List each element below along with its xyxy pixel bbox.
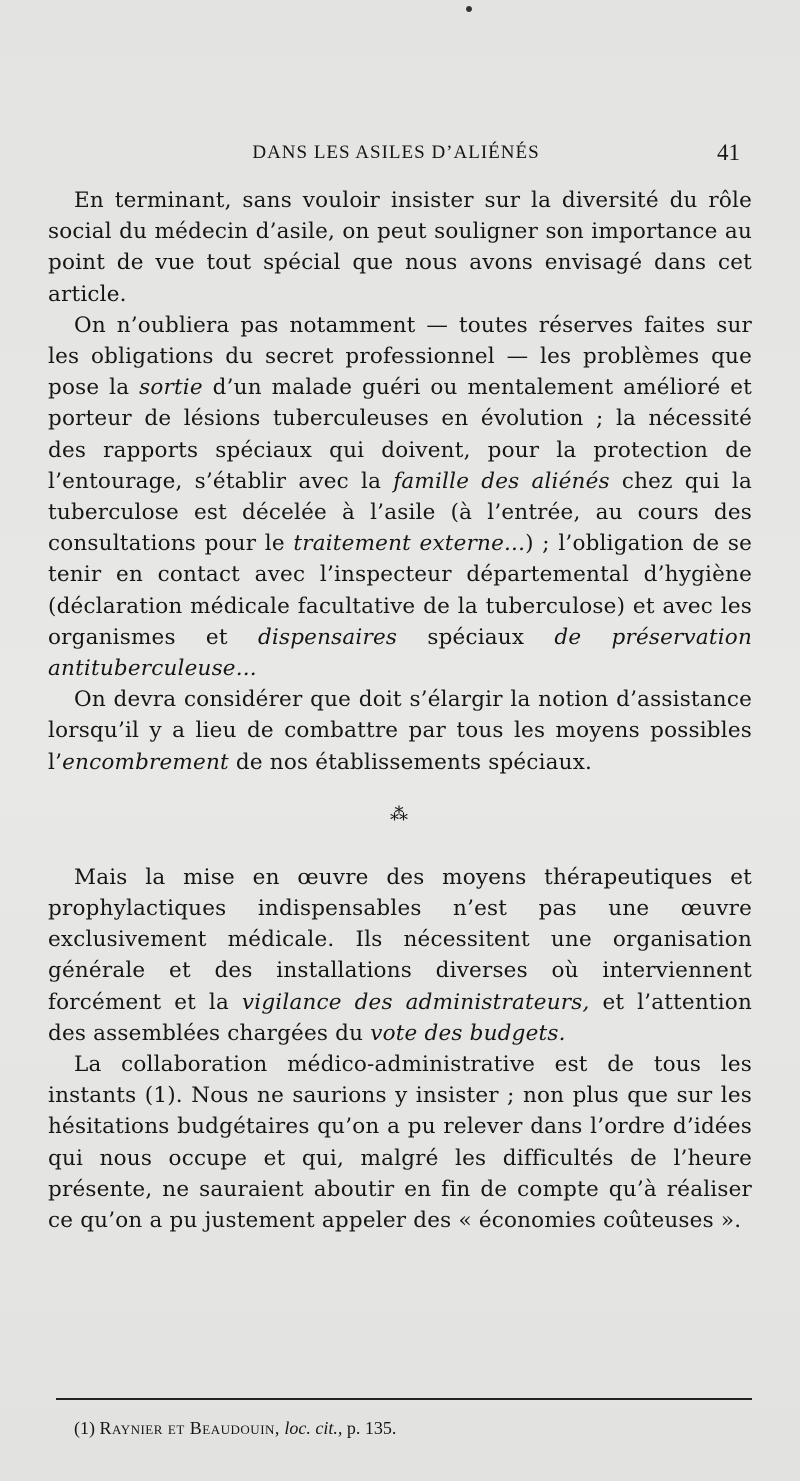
text-run: En terminant, sans vouloir insister sur la diversité du rôle social du médecin d’asile, on peut souligner son importance au point de vue tout spécial que nous avons envisagé dans cet article. bbox=[48, 188, 752, 307]
italic-text: encombrement bbox=[62, 749, 229, 775]
paragraph bbox=[48, 1049, 752, 1236]
asterism: ⁂ bbox=[390, 803, 410, 825]
italic-text: traitement externe... bbox=[293, 531, 526, 557]
paragraph bbox=[48, 684, 752, 778]
page-number: 41 bbox=[717, 140, 740, 165]
text-run: d’un malade guéri ou mentalement amélioré et porteur de lésions tuberculeuses en évolution ; la nécessité des rapports spéciaux qui doivent, pour la protection de l’entourage, s’établir avec la bbox=[48, 375, 752, 494]
footnote-page: p. 135. bbox=[346, 1418, 397, 1438]
paragraph bbox=[48, 185, 752, 310]
ink-speck bbox=[466, 6, 472, 12]
paragraph bbox=[48, 310, 752, 684]
italic-text: vigilance des administrateurs, bbox=[241, 989, 590, 1015]
text-run: ) ; l’obligation de se tenir en contact avec l’inspecteur départemental d’hygiène (déclaration médicale facultative de la tuberculose) et avec les organismes et bbox=[48, 531, 753, 650]
paragraphs-after bbox=[48, 862, 752, 1236]
text-run: de nos établissements spéciaux. bbox=[228, 749, 593, 775]
footnote bbox=[74, 1416, 754, 1440]
italic-text: dispensaires bbox=[257, 624, 398, 650]
running-head bbox=[48, 142, 744, 168]
text-run: Mais la mise en œuvre des moyens thérapeutiques et prophylactiques indispensables n’est pas une œuvre exclusivement médicale. Ils nécessitent une organisation générale et des installations diverses où interviennent forcément et la bbox=[48, 864, 752, 1015]
text-run: et l’attention des assemblées chargées du bbox=[48, 989, 752, 1046]
text-run: spéciaux bbox=[397, 624, 555, 650]
italic-text: de préservation antituberculeuse... bbox=[48, 624, 752, 682]
body-text bbox=[48, 185, 752, 1236]
italic-text: sortie bbox=[139, 375, 203, 401]
text-run: La collaboration médico-administrative est de tous les instants (1). Nous ne saurions y insister ; non plus que sur les hésitations budgétaires qu’on a pu relever dans l’ordre d’idées qui nous occupe et qui, malgré les difficultés de l’heure présente, ne sauraient aboutir en fin de compte qu’à réaliser ce qu’on a pu justement appeler des « économies coûteuses ». bbox=[48, 1052, 752, 1234]
footnote-authors: Raynier et Beaudouin, bbox=[99, 1418, 280, 1438]
text-run: chez qui la tuberculose est décelée à l’asile (à l’entrée, au cours des consultations pour le bbox=[48, 468, 752, 557]
running-title: DANS LES ASILES D’ALIÉNÉS bbox=[252, 142, 540, 163]
italic-text: famille des aliénés bbox=[393, 468, 610, 494]
paragraph bbox=[48, 862, 752, 1049]
text-run: On n’oubliera pas notamment — toutes réserves faites sur les obligations du secret professionnel — les problèmes que pose la bbox=[48, 312, 752, 401]
paragraphs-before bbox=[48, 185, 752, 778]
italic-text: vote des budgets. bbox=[370, 1020, 566, 1046]
footnote-reference: loc. cit., bbox=[284, 1418, 343, 1438]
footnote-rule bbox=[56, 1398, 752, 1400]
text-run: On devra considérer que doit s’élargir la notion d’assistance lorsqu’il y a lieu de combattre par tous les moyens possibles l’ bbox=[48, 687, 752, 775]
footnote-marker: (1) bbox=[74, 1418, 95, 1438]
